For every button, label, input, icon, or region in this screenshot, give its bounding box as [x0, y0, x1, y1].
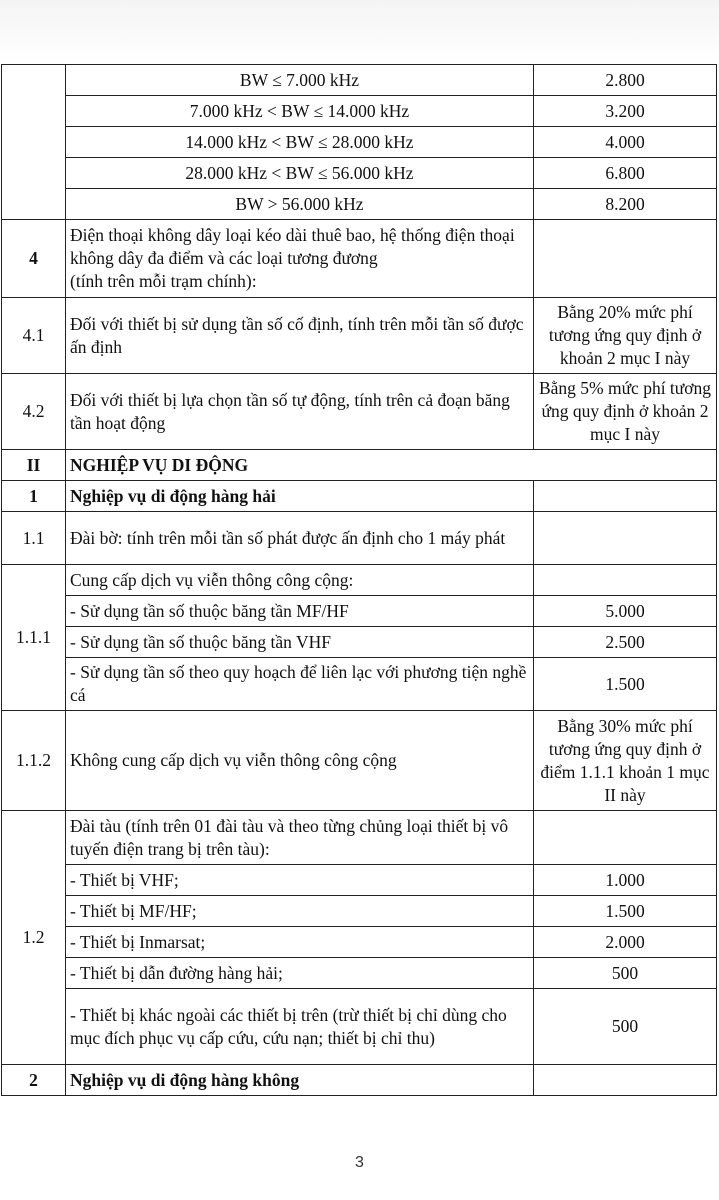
row-description: Cung cấp dịch vụ viễn thông công cộng:	[66, 565, 534, 596]
row-description: Nghiệp vụ di động hàng hải	[66, 481, 534, 512]
row-description	[66, 220, 534, 298]
table-row	[2, 374, 717, 450]
row-description: - Thiết bị VHF;	[66, 865, 534, 896]
table-row	[2, 958, 717, 989]
fee-cell: 2.500	[534, 627, 717, 658]
fee-cell: 1.500	[534, 896, 717, 927]
fee-cell: 1.000	[534, 865, 717, 896]
table-row	[2, 450, 717, 481]
fee-cell: 6.800	[534, 158, 717, 189]
row-description: Nghiệp vụ di động hàng không	[66, 1065, 534, 1096]
bw-range-cell: 14.000 kHz < BW ≤ 28.000 kHz	[66, 127, 534, 158]
fee-cell: 500	[534, 958, 717, 989]
fee-table	[1, 64, 717, 1096]
bw-range-cell: BW > 56.000 kHz	[66, 189, 534, 220]
table-row	[2, 65, 717, 96]
table-row	[2, 711, 717, 811]
page-number: 3	[355, 1154, 364, 1171]
row-number: 4.1	[2, 298, 66, 374]
row-description: Đối với thiết bị sử dụng tần số cố định, tính trên mỗi tần số được ấn định	[66, 298, 534, 374]
section-heading: NGHIỆP VỤ DI ĐỘNG	[66, 450, 717, 481]
page-top-band	[0, 0, 719, 64]
fee-cell: 500	[534, 989, 717, 1065]
row-number: 1.1	[2, 512, 66, 565]
row-number: 1.2	[2, 811, 66, 1065]
fee-cell	[534, 481, 717, 512]
table-row	[2, 927, 717, 958]
row-description: - Thiết bị khác ngoài các thiết bị trên (trừ thiết bị chỉ dùng cho mục đích phục vụ cấp cứu, cứu nạn; thiết bị chỉ thu)	[66, 989, 534, 1065]
row-number: 4	[2, 220, 66, 298]
table-row	[2, 512, 717, 565]
table-row	[2, 989, 717, 1065]
fee-cell: 2.000	[534, 927, 717, 958]
row-number: 1.1.2	[2, 711, 66, 811]
table-row	[2, 658, 717, 711]
row-number: II	[2, 450, 66, 481]
fee-cell: 5.000	[534, 596, 717, 627]
row-description: - Thiết bị Inmarsat;	[66, 927, 534, 958]
table-row	[2, 96, 717, 127]
fee-cell	[534, 512, 717, 565]
row-description: Đài bờ: tính trên mỗi tần số phát được ấn định cho 1 máy phát	[66, 512, 534, 565]
table-row	[2, 865, 717, 896]
row-description: - Thiết bị dẫn đường hàng hải;	[66, 958, 534, 989]
fee-cell	[534, 811, 717, 865]
table-row	[2, 481, 717, 512]
fee-cell: 1.500	[534, 658, 717, 711]
table-row	[2, 811, 717, 865]
fee-cell: 4.000	[534, 127, 717, 158]
bw-range-cell: BW ≤ 7.000 kHz	[66, 65, 534, 96]
bw-range-cell: 7.000 kHz < BW ≤ 14.000 kHz	[66, 96, 534, 127]
section-title: Điện thoại không dây loại kéo dài thuê bao, hệ thống điện thoại không dây đa điểm và các loại tương đương	[70, 225, 515, 268]
section-note: (tính trên mỗi trạm chính):	[70, 271, 257, 291]
fee-cell	[534, 565, 717, 596]
table-row	[2, 189, 717, 220]
bw-range-cell: 28.000 kHz < BW ≤ 56.000 kHz	[66, 158, 534, 189]
row-number: 1	[2, 481, 66, 512]
table-row	[2, 158, 717, 189]
table-row	[2, 1065, 717, 1096]
fee-cell	[534, 220, 717, 298]
table-row	[2, 220, 717, 298]
row-description: Không cung cấp dịch vụ viễn thông công cộng	[66, 711, 534, 811]
fee-cell: Bằng 5% mức phí tương ứng quy định ở khoản 2 mục I này	[534, 374, 717, 450]
row-description: - Sử dụng tần số thuộc băng tần VHF	[66, 627, 534, 658]
row-description: - Sử dụng tần số theo quy hoạch để liên lạc với phương tiện nghề cá	[66, 658, 534, 711]
row-number: 1.1.1	[2, 565, 66, 711]
table-row	[2, 627, 717, 658]
row-number: 4.2	[2, 374, 66, 450]
fee-cell: Bằng 30% mức phí tương ứng quy định ở điểm 1.1.1 khoản 1 mục II này	[534, 711, 717, 811]
fee-cell: 3.200	[534, 96, 717, 127]
row-description: Đài tàu (tính trên 01 đài tàu và theo từng chủng loại thiết bị vô tuyến điện trang bị trên tàu):	[66, 811, 534, 865]
fee-cell: 8.200	[534, 189, 717, 220]
row-description: Đối với thiết bị lựa chọn tần số tự động, tính trên cả đoạn băng tần hoạt động	[66, 374, 534, 450]
table-row	[2, 565, 717, 596]
table-row	[2, 298, 717, 374]
empty-no-cell	[2, 65, 66, 220]
fee-cell: Bằng 20% mức phí tương ứng quy định ở khoản 2 mục I này	[534, 298, 717, 374]
table-row	[2, 896, 717, 927]
table-row	[2, 596, 717, 627]
fee-cell: 2.800	[534, 65, 717, 96]
row-description: - Sử dụng tần số thuộc băng tần MF/HF	[66, 596, 534, 627]
table-row	[2, 127, 717, 158]
row-description: - Thiết bị MF/HF;	[66, 896, 534, 927]
fee-cell	[534, 1065, 717, 1096]
row-number: 2	[2, 1065, 66, 1096]
